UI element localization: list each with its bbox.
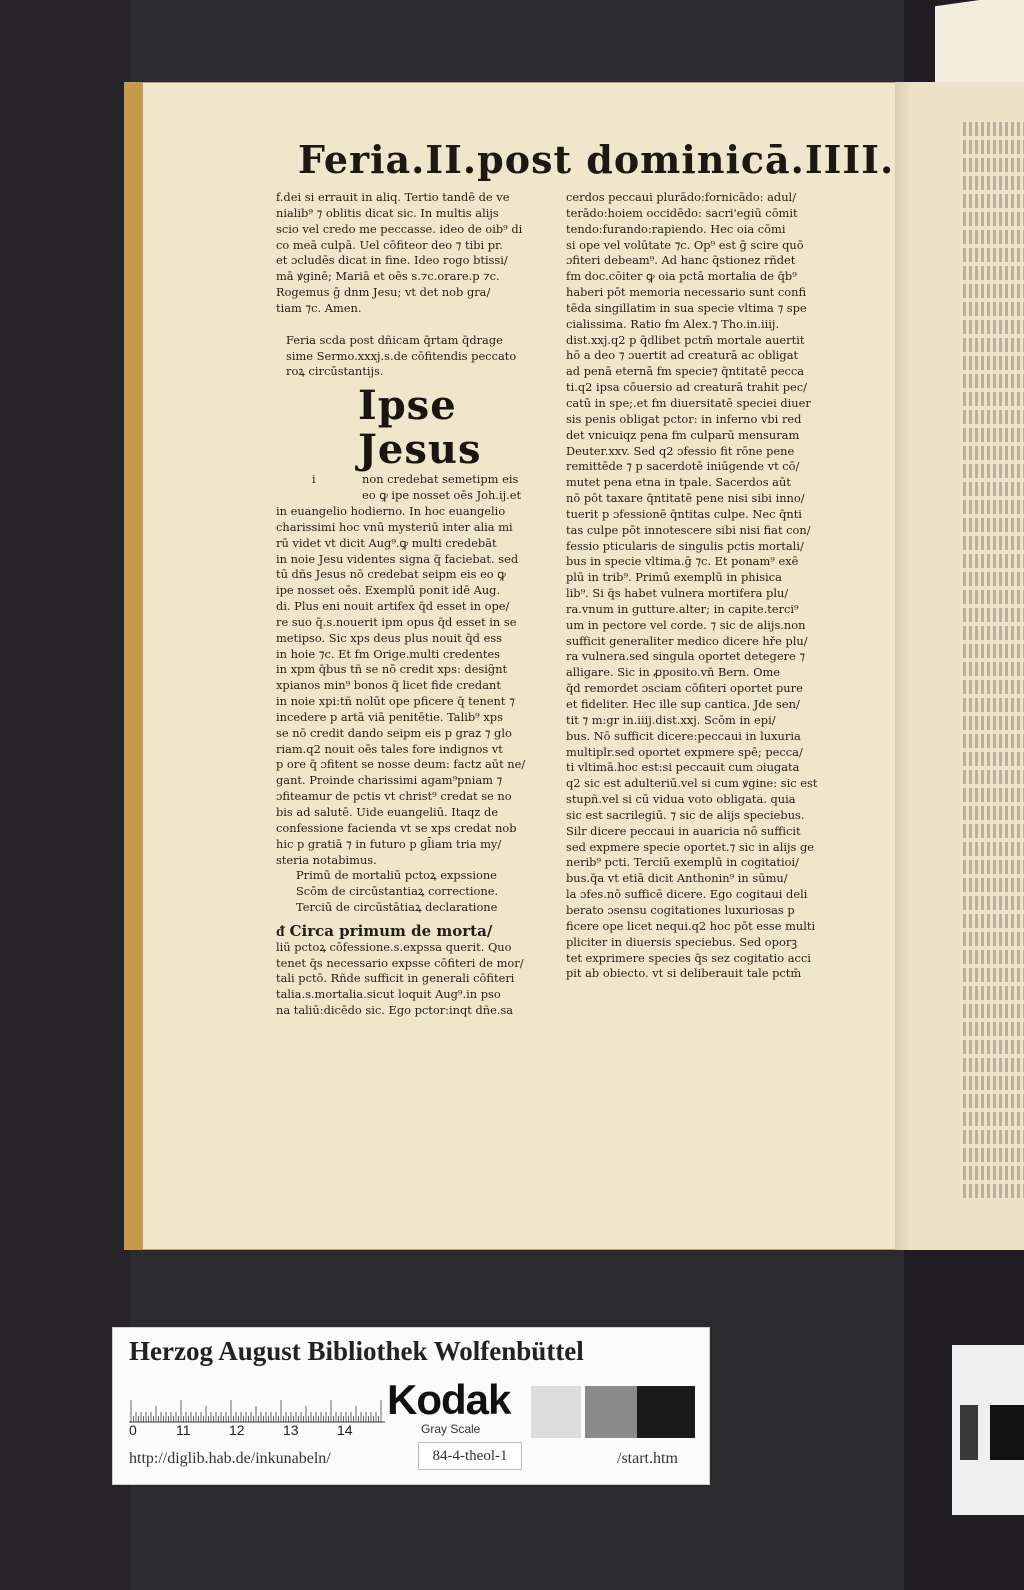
- text-line: p ore q̄ ɔfitent se nosse deum: factz aūt ne/: [276, 757, 526, 772]
- text-line: pit ab obiecto. vt si deliberauit tale pctm̄: [566, 966, 802, 981]
- running-headline: Feria.II.post dominicā.IIII.: [298, 137, 895, 182]
- text-line: roꝝ circūstantijs.: [286, 364, 384, 379]
- text-line: steria notabimus.: [276, 852, 377, 867]
- right-text-column: [566, 190, 858, 982]
- text-line: sic est sacrilegiū. ⁊ sic de alijs speciebus.: [566, 807, 805, 822]
- adjacent-text-line: [963, 608, 1024, 622]
- adjacent-text-line: [963, 1130, 1024, 1144]
- text-line: tuerit p ɔfessionē q̄ntitas culpe. Nec q̄nti: [566, 506, 802, 521]
- text-line: co meā culpā. Uel cōfiteor deo ⁊ tibi pr.: [276, 237, 503, 252]
- text-line: fm doc.cōiter ꝙ oia pctā mortalia de q̄b⁹: [566, 269, 797, 284]
- text-line: rū videt vt dicit Aug⁹.ꝙ multi credebāt: [276, 535, 497, 550]
- adjacent-text-line: [963, 1148, 1024, 1162]
- adjacent-text-line: [963, 392, 1024, 406]
- text-line: haberi pōt memoria necessario sunt confi: [566, 285, 807, 300]
- second-calibration-card: [952, 1345, 1024, 1515]
- calibration-card: [112, 1327, 710, 1485]
- ruler-label: 13: [283, 1422, 299, 1438]
- text-line: in hoie ⁊c. Et fm Orige.multi credentes: [276, 646, 501, 661]
- text-line: ra.vnum in gutture.alter; in capite.terci⁹: [566, 601, 799, 616]
- text-line: cialissima. Ratio fm Alex.⁊ Tho.in.iiij.: [566, 316, 780, 331]
- circa-first-line: ᵭ Circa primum de morta/: [276, 923, 493, 940]
- text-line: bis ad salutē. Uide euangeliū. Itaqz de: [276, 805, 499, 819]
- adjacent-text-line: [963, 284, 1024, 298]
- text-line: ficere ope licet nequi.q2 hoc pōt esse multi: [566, 918, 816, 933]
- incipit-word: Ipse Jesus: [358, 382, 482, 474]
- ruler-label: 14: [337, 1422, 353, 1438]
- dark-swatch: [960, 1405, 978, 1460]
- adjacent-text-line: [963, 1058, 1024, 1072]
- digital-library-url: http://diglib.hab.de/inkunabeln/: [129, 1450, 331, 1467]
- adjacent-text-line: [963, 662, 1024, 676]
- text-line: fessio pticularis de singulis pctis mortali/: [566, 538, 804, 553]
- adjacent-text-line: [963, 1094, 1024, 1108]
- adjacent-text-line: [963, 248, 1024, 262]
- text-line: catū in spe;.et fm diuersitatē speciei diuer: [566, 395, 811, 410]
- text-line: metipso. Sic xps deus plus nouit q̄d ess: [276, 630, 503, 645]
- text-line: bus in specie vltima.ḡ ⁊c. Et ponam⁹ exē: [566, 554, 799, 569]
- text-line: stupñ.vel si cū vidua voto obligata. quia: [566, 792, 796, 807]
- text-line: cerdos peccaui plurādo:fornicādo: adul/: [566, 190, 797, 204]
- text-line: um in pectore vel corde. ⁊ sic de alijs.non: [566, 617, 806, 632]
- text-line: Deuter.xxv. Sed q2 ɔfessio fit rōne pene: [566, 443, 795, 458]
- text-line: ɔfiteamur de pctis vt christ⁹ credat se no: [276, 789, 512, 804]
- text-line: tit ⁊ m:gr in.iiij.dist.xxj. Scōm in epi/: [566, 712, 776, 727]
- text-line: charissimi hoc vnū mysteriū inter alia mi: [276, 519, 513, 534]
- adjacent-text-line: [963, 1076, 1024, 1090]
- text-line: lib⁹. Si q̄s habet vulnera mortifera plu/: [566, 586, 789, 601]
- text-line: et fideliter. Hec ille sup cantica. Jde sen/: [566, 697, 800, 711]
- kodak-logo: Kodak: [387, 1376, 511, 1423]
- text-line: nō pōt taxare q̄ntitatē pene nisi sibi inno/: [566, 491, 805, 506]
- adjacent-text-line: [963, 464, 1024, 478]
- adjacent-text-line: [963, 896, 1024, 910]
- adjacent-text-line: [963, 140, 1024, 154]
- adjacent-text-line: [963, 1112, 1024, 1126]
- text-line: in noie xpi:tñ nolūt ope pficere q̄ tenent ⁊: [276, 694, 515, 709]
- adjacent-text-line: [963, 230, 1024, 244]
- text-line: mā ꝟginē; Mariā et oēs s.⁊c.orare.p ⁊c.: [276, 269, 500, 284]
- adjacent-text-line: [963, 158, 1024, 172]
- adjacent-text-line: [963, 1166, 1024, 1180]
- text-line: in noie Jesu videntes signa q̄ faciebat. sed: [276, 551, 519, 566]
- adjacent-text-line: [963, 752, 1024, 766]
- adjacent-text-line: [963, 626, 1024, 640]
- text-line: f.dei si errauit in aliq. Tertio tandē de ve: [276, 190, 510, 204]
- text-line: liū pctoꝝ cōfessione.s.expssa querit. Quo: [276, 939, 512, 954]
- text-line: confessione facienda vt se xps credat nob: [276, 820, 517, 835]
- adjacent-text-line: [963, 446, 1024, 460]
- text-line: berato ɔsensu cogitationes luxuriosas p: [566, 902, 795, 917]
- text-line: sime Sermo.xxxj.s.de cōfitendis peccato: [286, 348, 517, 363]
- text-line: Primū de mortaliū pctoꝝ expssione: [296, 868, 497, 883]
- adjacent-text-line: [963, 806, 1024, 820]
- adjacent-text-line: [963, 536, 1024, 550]
- ruler-label: 0: [129, 1422, 137, 1438]
- adjacent-text-line: [963, 914, 1024, 928]
- text-line: remittēde ⁊ p sacerdotē iniūgende vt cō/: [566, 459, 800, 474]
- incipit-continuation: [276, 472, 560, 504]
- text-line: bus. Nō sufficit dicere:peccaui in luxuria: [566, 728, 801, 743]
- adjacent-page: [911, 82, 1024, 1250]
- text-line: bus.q̄a vt etiā dicit Anthonin⁹ in sūmu/: [566, 871, 788, 886]
- text-line: si ope vel volūtate ⁊c. Op⁹ est ḡ scire quō: [566, 237, 804, 252]
- adjacent-text-line: [963, 842, 1024, 856]
- text-line: alligare. Sic in ꝓposito.vn̄ Bern. Ome: [566, 665, 780, 680]
- adjacent-text-line: [963, 320, 1024, 334]
- text-line: gant. Proinde charissimi agam⁹pniam ⁊: [276, 773, 503, 788]
- text-line: na taliū:dicēdo sic. Ego pctor:inqt dñe.sa: [276, 1003, 514, 1018]
- text-line: dist.xxj.q2 p q̄dlibet pctm̄ mortale auertit: [566, 332, 805, 347]
- gray-swatch-mid: [585, 1386, 637, 1438]
- adjacent-text-line: [963, 338, 1024, 352]
- adjacent-text-line: [963, 590, 1024, 604]
- adjacent-text-line: [963, 1004, 1024, 1018]
- text-line: non credebat semetipm eis: [362, 472, 519, 487]
- text-line: di. Plus eni nouit artifex q̄d esset in ope/: [276, 599, 510, 614]
- text-line: tū dñs Jesus nō credebat seipm eis eo ꝙ: [276, 567, 506, 582]
- gray-swatch-light: [531, 1386, 581, 1438]
- sermon-outline: [276, 868, 560, 916]
- text-line: riam.q2 nouit oēs tales fore indignos vt: [276, 741, 503, 756]
- adjacent-text-line: [963, 302, 1024, 316]
- adjacent-text-line: [963, 698, 1024, 712]
- ruler-label: 12: [229, 1422, 245, 1438]
- text-line: terādo:hoiem occidēdo: sacri'egiū cōmit: [566, 205, 798, 220]
- adjacent-text-line: [963, 356, 1024, 370]
- text-line: tenet q̄s necessario expsse cōfiteri de mor/: [276, 955, 524, 970]
- text-line: mutet pena etna in tpale. Sacerdos aūt: [566, 475, 791, 490]
- adjacent-text-line: [963, 716, 1024, 730]
- gray-swatch-dark: [637, 1386, 695, 1438]
- adjacent-text-line: [963, 482, 1024, 496]
- text-line: tiam ⁊c. Amen.: [276, 300, 362, 315]
- text-block-top: [276, 190, 560, 317]
- adjacent-text-line: [963, 788, 1024, 802]
- adjacent-text-line: [963, 680, 1024, 694]
- text-line: scio vel credo me peccasse. ideo de oib⁹ di: [276, 221, 523, 236]
- text-line: hic p gratiā ⁊ in futuro p gl̄iam tria my/: [276, 836, 502, 851]
- adjacent-text-line: [963, 1184, 1024, 1198]
- text-line: Rogemus ḡ dnm Jesu; vt det nob gra/: [276, 285, 491, 300]
- text-line: sed expmere specie oportet.⁊ sic in alijs ge: [566, 839, 815, 854]
- initial-letter: i: [312, 473, 316, 487]
- adjacent-text-line: [963, 1040, 1024, 1054]
- circa-paragraph: [276, 924, 560, 1019]
- text-line: la ɔfes.nō sufficē dicere. Ego cogitaui deli: [566, 887, 808, 902]
- adjacent-text-line: [963, 932, 1024, 946]
- adjacent-text-line: [963, 266, 1024, 280]
- text-line: tēda singillatim in sua specie vltima ⁊ spe: [566, 300, 807, 315]
- text-line: xpianos min⁹ bonos q̄ licet fide credant: [276, 678, 501, 693]
- shelfmark-label: 84-4-theol-1: [418, 1442, 522, 1470]
- text-line: multiplr.sed oportet expmere spē; pecca/: [566, 744, 803, 759]
- text-line: in euangelio hodierno. In hoc euangelio: [276, 503, 506, 518]
- adjacent-text-line: [963, 554, 1024, 568]
- url-suffix: /start.htm: [617, 1450, 678, 1467]
- text-line: re suo q̄.s.nouerit ipm opus q̄d esset in se: [276, 614, 517, 629]
- black-swatch: [990, 1405, 1024, 1460]
- text-line: tas culpe pōt innotescere sibi nisi fiat con/: [566, 522, 811, 537]
- library-name: Herzog August Bibliothek Wolfenbüttel: [129, 1336, 584, 1366]
- adjacent-text-line: [963, 1022, 1024, 1036]
- text-line: talia.s.mortalia.sicut loquit Aug⁹.in pso: [276, 987, 501, 1002]
- adjacent-text-line: [963, 410, 1024, 424]
- sermon-title: [276, 333, 560, 381]
- adjacent-text-line: [963, 572, 1024, 586]
- text-line: q̄d remordet ɔsciam cōfiteri oportet pure: [566, 681, 803, 696]
- text-line: ipe nosset oēs. Exemplū ponit idē Aug.: [276, 583, 501, 598]
- text-line: et ɔcludēs dicat in fine. Ideo rogo btissi/: [276, 253, 508, 268]
- adjacent-text-line: [963, 500, 1024, 514]
- text-line: se nō credit dando seipm eis p graz ⁊ glo: [276, 725, 512, 740]
- adjacent-text-line: [963, 878, 1024, 892]
- adjacent-text-line: [963, 212, 1024, 226]
- text-line: Feria scda post dñicam q̄rtam q̄drage: [286, 332, 503, 347]
- adjacent-text-line: [963, 986, 1024, 1000]
- adjacent-text-line: [963, 428, 1024, 442]
- text-line: ɔfiteri debeam⁹. Ad hanc q̄stionez rñdet: [566, 253, 796, 268]
- background-left: [0, 0, 130, 1590]
- text-line: eo ꝙ ipe nosset oēs Joh.ij.et: [362, 488, 522, 503]
- text-line: ad penā eternā fm specie⁊ q̄ntitatē pecca: [566, 364, 805, 379]
- text-line: pliciter in diuersis speciebus. Sed oporꝫ: [566, 934, 798, 949]
- text-line: sufficit generaliter medico dicere hře plu/: [566, 633, 808, 648]
- adjacent-text-line: [963, 734, 1024, 748]
- text-line: incedere p artā viā penitētie. Talib⁹ xps: [276, 709, 503, 724]
- adjacent-text-line: [963, 374, 1024, 388]
- text-line: ra vulnera.sed singula oportet detegere ⁊: [566, 649, 806, 664]
- adjacent-text-line: [963, 770, 1024, 784]
- adjacent-text-line: [963, 518, 1024, 532]
- text-line: plū in trib⁹. Primū exemplū in phisica: [566, 570, 782, 585]
- text-line: ti.q2 ipsa cōuersio ad creaturā trahit pec/: [566, 380, 807, 395]
- adjacent-text-line: [963, 176, 1024, 190]
- incipit: [276, 384, 560, 472]
- text-line: nerib⁹ pcti. Terciū exemplū in cogitatioi/: [566, 855, 799, 870]
- adjacent-text-line: [963, 950, 1024, 964]
- text-line: Silr dicere peccaui in auaricia nō sufficit: [566, 823, 801, 838]
- text-line: Scōm de circūstantiaꝝ correctione.: [296, 884, 499, 899]
- text-line: in xpm q̄bus tñ se nō credit xps: desig̃nt: [276, 662, 508, 677]
- text-block-body: [276, 504, 560, 868]
- text-line: hō a deo ⁊ ɔuertit ad creaturā ac obligat: [566, 348, 799, 363]
- page-gutter: [895, 82, 911, 1250]
- text-line: nialib⁹ ⁊ oblitis dicat sic. In multis alijs: [276, 205, 499, 220]
- text-line: tendo:furando:rapiendo. Hec oia cōmi: [566, 221, 786, 236]
- adjacent-text-line: [963, 968, 1024, 982]
- adjacent-text-line: [963, 644, 1024, 658]
- adjacent-text-line: [963, 194, 1024, 208]
- text-line: ti vltimā.hoc est:si peccauit cum ɔiugata: [566, 760, 800, 775]
- text-line: Terciū de circūstātiaꝝ declaratione: [296, 900, 498, 915]
- ruler-scale: [129, 1384, 385, 1424]
- text-line: q2 sic est adulteriū.vel si cum ꝟgine: sic est: [566, 776, 818, 791]
- ruler-label: 11: [176, 1422, 191, 1438]
- adjacent-text-line: [963, 824, 1024, 838]
- text-line: tali pctō. Rñde sufficit in generali cōfiteri: [276, 971, 515, 986]
- adjacent-text-line: [963, 122, 1024, 136]
- gray-scale-label: Gray Scale: [421, 1422, 481, 1436]
- text-line: tet exprimere species q̄s sez cogitatio acci: [566, 950, 811, 965]
- adjacent-text-line: [963, 860, 1024, 874]
- text-line: det vnicuiqz pena fm culparū mensuram: [566, 427, 800, 442]
- text-line: sis penis obligat pctor: in inferno vbi red: [566, 411, 802, 426]
- left-text-column: [276, 190, 560, 1019]
